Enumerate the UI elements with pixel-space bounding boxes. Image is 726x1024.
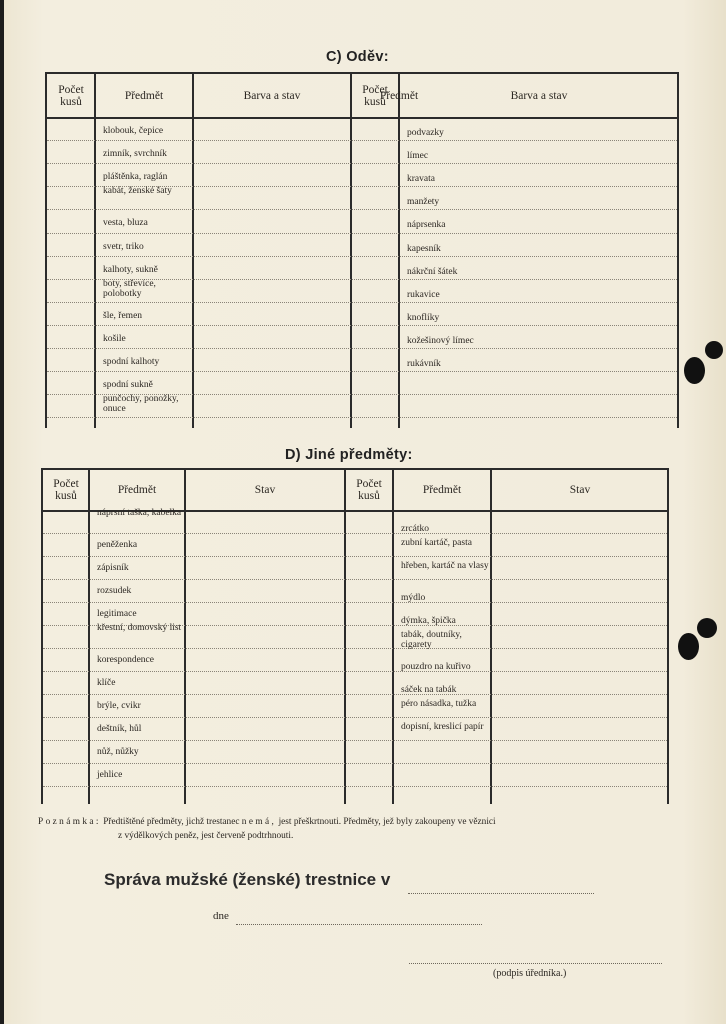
item-right: zrcátko xyxy=(401,524,429,534)
row-line xyxy=(47,417,677,418)
item-left: zápisník xyxy=(97,563,129,573)
row-line xyxy=(43,648,667,649)
punch-hole xyxy=(684,357,705,384)
column-header: Počet kusů xyxy=(356,478,382,502)
item-left: nůž, nůžky xyxy=(97,747,139,757)
item-left: peněženka xyxy=(97,540,138,550)
column-header: Počet kusů xyxy=(53,478,79,502)
column-divider xyxy=(392,470,394,804)
item-right: dopisní, kreslicí papír xyxy=(401,722,484,732)
item-right: kravata xyxy=(407,174,435,185)
item-right: límec xyxy=(407,151,429,162)
item-left: křestní, domovský list xyxy=(97,623,182,633)
item-left: šle, řemen xyxy=(103,310,143,321)
note-line-1 xyxy=(38,816,496,829)
item-left: náprsní taška, kabelka xyxy=(97,508,182,518)
item-right: podvazky xyxy=(407,128,444,138)
row-line xyxy=(43,579,667,580)
row-line xyxy=(43,717,667,718)
item-left: brýle, cvikr xyxy=(97,701,141,711)
item-right: tabák, doutníky, cigarety xyxy=(401,630,462,650)
signature-line[interactable] xyxy=(409,963,662,964)
punch-hole xyxy=(705,341,723,359)
item-left: legitimace xyxy=(97,609,137,619)
item-right: rukávník xyxy=(407,359,441,369)
punch-hole xyxy=(697,618,717,638)
item-right: mýdlo xyxy=(401,593,426,603)
section-d-title: D) Jiné předměty: xyxy=(285,447,413,463)
column-divider xyxy=(398,74,400,428)
item-left: svetr, triko xyxy=(103,241,144,252)
row-line xyxy=(47,325,677,326)
row-line xyxy=(43,763,667,764)
column-header: Stav xyxy=(254,484,276,496)
item-right: dýmka, špička xyxy=(401,616,456,626)
item-left: punčochy, ponožky, onuce xyxy=(103,394,179,415)
row-line xyxy=(47,371,677,372)
date-fill-line[interactable] xyxy=(236,924,482,925)
item-right: nákrční šátek xyxy=(407,266,458,277)
row-line xyxy=(47,163,677,164)
row-line xyxy=(43,671,667,672)
item-right: kapesník xyxy=(407,243,441,254)
item-right: manžety xyxy=(407,197,440,208)
item-right: kožešinový límec xyxy=(407,335,474,346)
scan-edge xyxy=(0,0,4,1024)
note-emphasis: nemá, xyxy=(241,817,277,827)
item-left: kabát, ženské šaty xyxy=(103,186,172,197)
item-left: košile xyxy=(103,333,126,344)
row-line xyxy=(47,302,677,303)
item-left: klíče xyxy=(97,678,116,688)
date-label: dne xyxy=(213,910,229,922)
item-left: korespondence xyxy=(97,655,154,665)
row-line xyxy=(43,602,667,603)
clothing-table: Počet kusů Předmět Barva a stav Počet kusů Předmět Barva a stav klobouk, čepice zimník, svrchník pláštěnka, raglán kabát, ženské šaty vesta, bluza svetr, triko kalhoty, sukně boty, střevíce, polobotky šle, řemen košile spodní kalhoty spodní sukně punčochy, ponožky, onuce podvazky límec kravata manžety náprsenka kapesník nákrční šátek rukavice knoflíky kožešinový límec rukávník xyxy=(45,72,679,428)
column-divider xyxy=(192,74,194,428)
item-left: vesta, bluza xyxy=(103,218,148,229)
row-line xyxy=(47,140,677,141)
row-line xyxy=(47,348,677,349)
item-right: sáček na tabák xyxy=(401,685,457,695)
item-left: spodní sukně xyxy=(103,380,153,391)
column-header: Počet kusů xyxy=(58,83,84,108)
other-items-table xyxy=(41,468,669,804)
column-divider xyxy=(88,470,90,804)
item-right: knoflíky xyxy=(407,312,440,323)
column-divider xyxy=(490,470,492,804)
column-header: Barva a stav xyxy=(510,89,568,102)
note-line-2: z výdělkových peněz, jest červeně podtrhnouti. xyxy=(118,831,294,841)
column-divider xyxy=(344,470,346,804)
item-left: spodní kalhoty xyxy=(103,357,160,367)
item-right: rukavice xyxy=(407,289,440,300)
column-divider xyxy=(94,74,96,428)
item-left: klobouk, čepice xyxy=(103,126,164,136)
column-header: Stav xyxy=(569,484,591,496)
note-label: Poznámka: xyxy=(38,817,101,827)
note-text-1: Předtištěné předměty, jichž trestanec xyxy=(103,817,240,827)
item-left: jehlice xyxy=(97,770,123,780)
column-divider xyxy=(184,470,186,804)
administration-title: Správa mužské (ženské) trestnice v xyxy=(104,870,391,889)
column-header: Barva a stav xyxy=(243,89,301,102)
item-right: hřeben, kartáč na vlasy xyxy=(401,561,489,571)
row-line xyxy=(47,233,677,234)
item-left: rozsudek xyxy=(97,586,132,596)
punch-hole xyxy=(678,633,699,660)
row-line xyxy=(43,533,667,534)
signature-label: (podpis úředníka.) xyxy=(493,968,567,979)
note-text-2: jest přeškrtnouti. Předměty, jež byly zakoupeny ve věznici xyxy=(278,817,496,827)
item-left: zimník, svrchník xyxy=(103,149,167,160)
item-right: zubní kartáč, pasta xyxy=(401,538,472,548)
row-line xyxy=(43,786,667,787)
item-right: pouzdro na kuřivo xyxy=(401,662,471,672)
row-line xyxy=(43,556,667,557)
item-left: kalhoty, sukně xyxy=(103,264,158,275)
item-left: boty, střevíce, polobotky xyxy=(103,278,156,299)
section-c-title: C) Oděv: xyxy=(326,49,389,65)
row-line xyxy=(43,694,667,695)
column-divider xyxy=(350,74,352,428)
row-line xyxy=(47,256,677,257)
administration-fill-line[interactable] xyxy=(408,893,594,894)
row-line xyxy=(47,209,677,210)
column-header: Předmět xyxy=(124,89,164,102)
column-header: Předmět xyxy=(422,484,462,496)
item-left: deštník, hůl xyxy=(97,724,142,734)
item-right: péro násadka, tužka xyxy=(401,699,477,709)
column-header: Předmět xyxy=(117,484,157,496)
item-right: náprsenka xyxy=(407,220,446,231)
item-left: pláštěnka, raglán xyxy=(103,172,168,183)
row-line xyxy=(43,740,667,741)
column-header: Počet kusů xyxy=(362,83,388,108)
